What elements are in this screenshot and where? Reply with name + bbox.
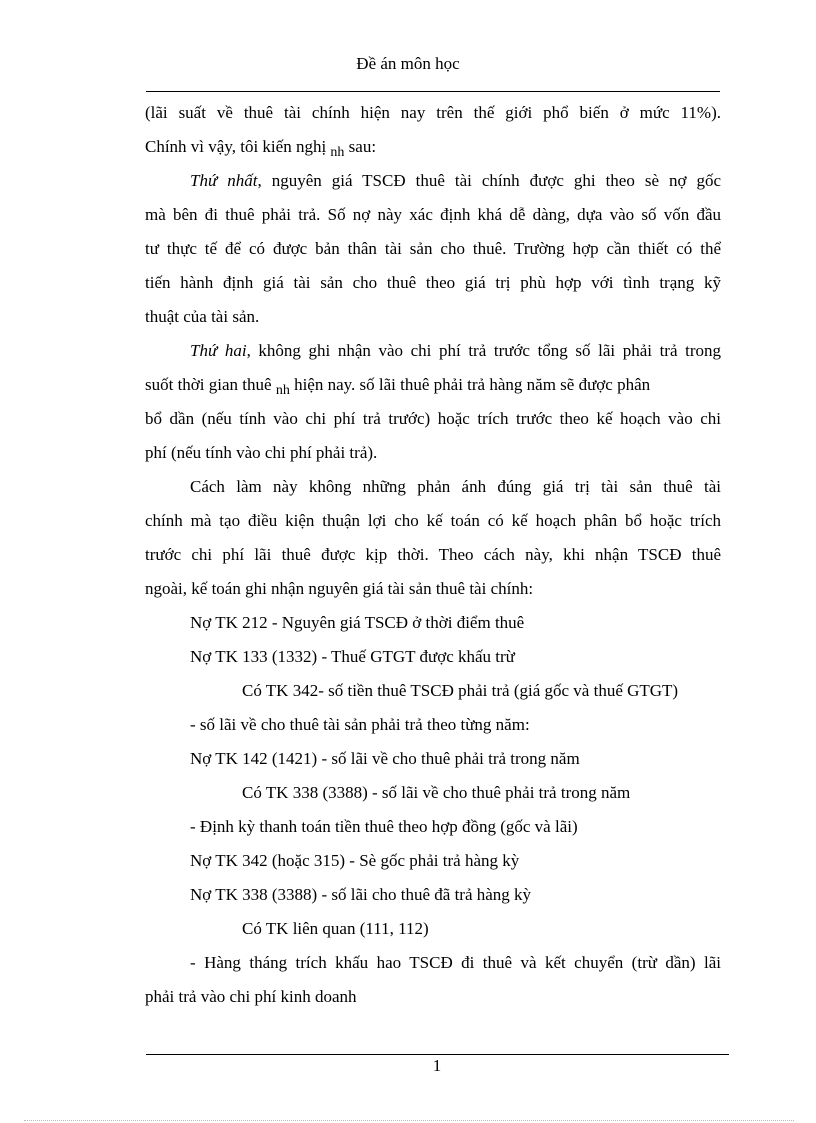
footer-divider — [146, 1054, 729, 1055]
text-line: ngoài, kế toán ghi nhận nguyên giá tài sản thuê tài chính: — [145, 579, 534, 598]
header-divider — [146, 91, 720, 92]
accounting-entry: Nợ TK 338 (3388) - số lãi cho thuê đã trả hàng kỳ — [190, 885, 532, 904]
accounting-entry: Nợ TK 212 - Nguyên giá TSCĐ ở thời điểm thuê — [190, 613, 525, 632]
accounting-entry: Nợ TK 142 (1421) - số lãi về cho thuê phải trả trong năm — [190, 749, 580, 768]
text-line: - Định kỳ thanh toán tiền thuê theo hợp đồng (gốc và lãi) — [190, 817, 578, 836]
text-line: Thứ hai, không ghi nhận vào chi phí trả trước tổng số lãi phải trả trong — [190, 341, 721, 360]
accounting-entry: Có TK liên quan (111, 112) — [242, 919, 429, 938]
accounting-entry: Có TK 338 (3388) - số lãi về cho thuê phải trả trong năm — [242, 783, 631, 802]
text-line: mà bên đi thuê phải trả. Số nợ này xác định khá dễ dàng, dựa vào số vốn đầu — [145, 205, 721, 224]
text-line: phải trả vào chi phí kinh doanh — [145, 987, 357, 1006]
accounting-entry: Nợ TK 342 (hoặc 315) - Sè gốc phải trả hàng kỳ — [190, 851, 520, 870]
text-line: Chính vì vậy, tôi kiến nghị $_{nh}$ sau: — [145, 137, 377, 160]
text-line: thuật của tài sản. — [145, 307, 260, 326]
text-line: suốt thời gian thuê $_{nh}$ hiện nay. số lãi thuê phải trả hàng năm sẽ được phân — [145, 375, 651, 398]
text-line: Thứ nhất, nguyên giá TSCĐ thuê tài chính được ghi theo sè nợ gốc — [190, 171, 722, 190]
accounting-entry: Nợ TK 133 (1332) - Thuế GTGT được khấu trừ — [190, 647, 515, 666]
text-line: Cách làm này không những phản ánh đúng giá trị tài sản thuê tài — [190, 477, 721, 496]
text-line: tiến hành định giá tài sản cho thuê theo giá trị phù hợp với tình trạng kỹ — [145, 273, 721, 292]
text-line: phí (nếu tính vào chi phí phải trả). — [145, 443, 378, 462]
page-break-line — [24, 1120, 794, 1121]
italic-heading: Thứ nhất — [190, 171, 258, 190]
text-line: tư thực tế để có được bản thân tài sản cho thuê. Trường hợp cần thiết có thể — [145, 239, 721, 258]
text-line: - Hàng tháng trích khấu hao TSCĐ đi thuê và kết chuyển (trừ dần) lãi — [190, 953, 721, 972]
text-line: trước chi phí lãi thuê được kịp thời. Theo cách này, khi nhận TSCĐ thuê — [145, 545, 721, 564]
italic-heading: Thứ hai — [190, 341, 247, 360]
text-line: chính mà tạo điều kiện thuận lợi cho kế toán có kế hoạch phân bổ hoặc trích — [145, 511, 721, 530]
page-number: 1 — [432, 1056, 442, 1075]
body-text — [145, 96, 721, 1014]
text-line: bổ dần (nếu tính vào chi phí trả trước) hoặc trích trước theo kế hoạch vào chi — [145, 409, 721, 428]
text-line: (lãi suất về thuê tài chính hiện nay trên thế giới phổ biến ở mức 11%). — [145, 103, 721, 122]
page-header-title: Đề án môn học — [356, 54, 460, 73]
text-line: - số lãi về cho thuê tài sản phải trả theo từng năm: — [190, 715, 530, 734]
accounting-entry: Có TK 342- số tiền thuê TSCĐ phải trả (giá gốc và thuế GTGT) — [242, 681, 679, 700]
